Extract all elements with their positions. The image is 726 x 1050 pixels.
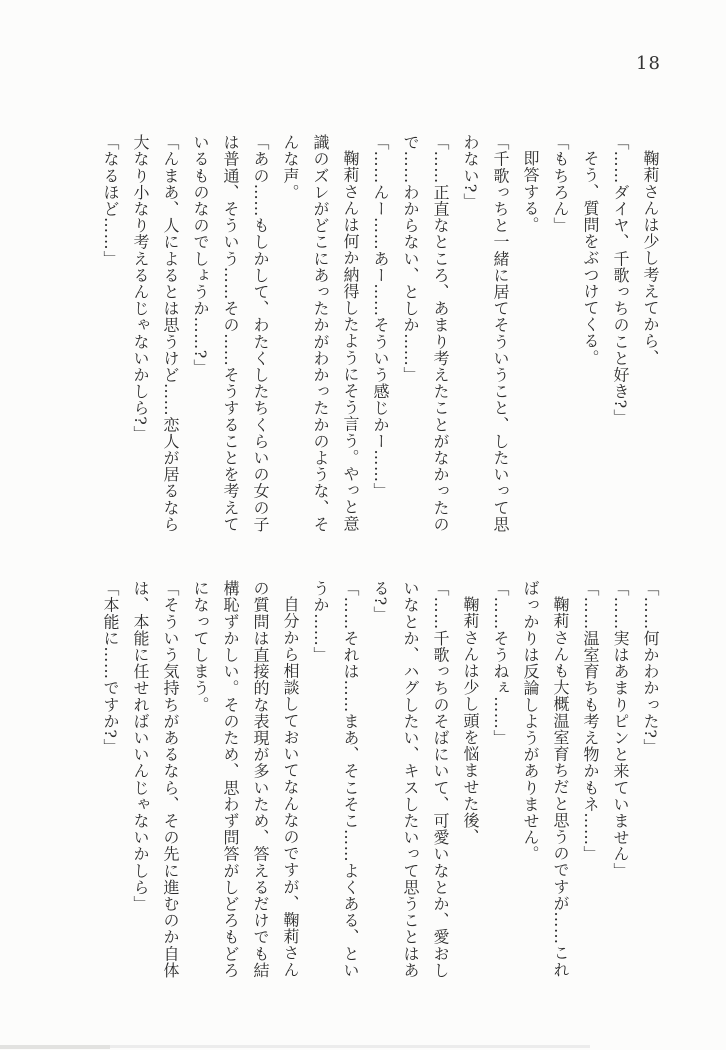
text-line: 鞠莉さんも大概温室育ちだと思うのですが……これ [551,596,570,978]
text-line: 鞠莉さんは何か納得したようにそう言う。やっと意 [341,150,360,532]
text-line: 「んまあ、人によるとは思うけど……恋人が居るなら [161,134,180,533]
text-line: 「……何かわかった?」 [641,580,660,756]
page-bottom-edge-corner [0,1045,110,1049]
text-line: 「……んー……あー……そういう感じかー……」 [371,134,390,500]
text-line: いなとか、ハグしたい、キスしたいって思うことはあ [401,580,420,979]
text-line: 「そういう気持ちがあるなら、その先に進むのか自体 [161,580,180,979]
text-line: わない?」 [461,134,480,210]
page-number: 18 [636,53,661,74]
text-line: そう、質問をぶつけてくる。 [581,150,600,366]
text-line: になってしまう。 [191,580,210,713]
text-line: 「……それは……まあ、そこそこ……よくある、とい [341,580,360,979]
text-line: 「……千歌っちのそばにいて、可愛いなとか、愛おし [431,580,450,979]
text-line: 自分から相談しておいてなんなのですが、鞠莉さん [281,596,300,978]
text-line: 大なり小なり考えるんじゃないかしら?」 [131,134,150,442]
text-line: で……わからない、としか……」 [401,134,420,383]
text-line: 「……実はあまりピンと来ていません」 [611,580,630,879]
text-line: んな声。 [281,134,300,201]
text-line: うか……」 [311,580,330,663]
text-line: 「……温室育ちも考え物かもネ……」 [581,580,600,863]
text-block-top [95,134,665,554]
text-line: の質問は直接的な表現が多いため、答えるだけでも結 [251,580,270,979]
text-line: る?」 [371,580,390,623]
text-line: 鞠莉さんは少し頭を悩ませた後、 [461,596,480,845]
text-line: 「……正直なところ、あまり考えたことがなかったの [431,134,450,533]
text-line: 構恥ずかしい。そのため、思わず問答がしどろもどろ [221,580,240,979]
text-line: 「あの……もしかして、わたくしたちくらいの女の子 [251,134,270,533]
text-line: 「……そうねぇ……」 [491,580,510,746]
text-line: 「なるほど……」 [101,134,120,267]
text-line: 識のズレがどこにあったかがわかったかのような、そ [311,134,330,533]
text-line: 鞠莉さんは少し考えてから、 [641,150,660,366]
text-line: は普通、そういう……その……そうすることを考えて [221,134,240,533]
text-line: 「千歌っちと一緒に居てそういうこと、したいって思 [491,134,510,533]
text-line: ばっかりは反論しようがありません。 [521,580,540,863]
text-line: 即答する。 [521,150,540,233]
text-line: 「本能に……ですか?」 [101,580,120,756]
text-line: 「もちろん」 [551,134,570,234]
text-line: 「……ダイヤ、千歌っちのこと好き?」 [611,134,630,426]
text-block-bottom [95,580,665,1000]
text-line: は、本能に任せればいいんじゃないかしら」 [131,580,150,912]
text-line: いるものなのでしょうか……?」 [191,134,210,376]
